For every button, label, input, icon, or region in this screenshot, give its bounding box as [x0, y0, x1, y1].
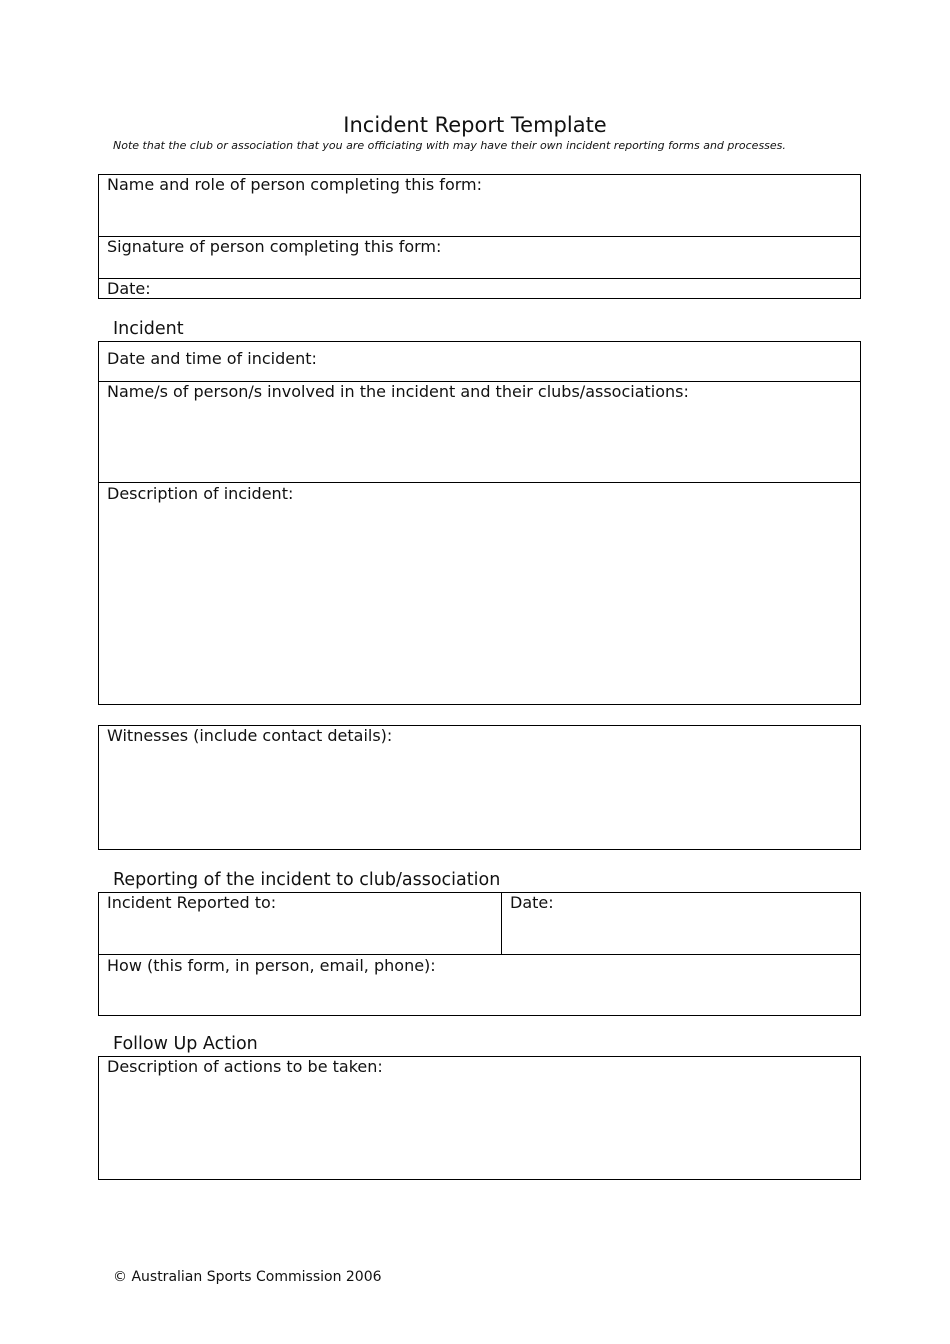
- incident-section: [98, 341, 861, 705]
- incident-description-row[interactable]: [99, 482, 860, 704]
- disclaimer-note: Note that the club or association that you are officiating with may have their own incident reporting forms and processes.: [113, 139, 786, 152]
- completer-section: [98, 174, 861, 299]
- incident-date-time-label: Date and time of incident:: [107, 349, 317, 368]
- page-title: Incident Report Template: [343, 113, 607, 137]
- follow-up-actions-label: Description of actions to be taken:: [107, 1057, 383, 1076]
- completer-date-label: Date:: [107, 279, 151, 298]
- name-role-row[interactable]: [99, 175, 860, 236]
- witnesses-label: Witnesses (include contact details):: [107, 726, 393, 745]
- copyright-footer: © Australian Sports Commission 2006: [113, 1269, 382, 1285]
- incident-description-label: Description of incident:: [107, 484, 294, 503]
- reporting-heading: Reporting of the incident to club/association: [113, 870, 501, 890]
- persons-involved-label: Name/s of person/s involved in the incident and their clubs/associations:: [107, 382, 689, 401]
- reported-to-label: Incident Reported to:: [107, 893, 277, 912]
- reporting-date-label: Date:: [510, 893, 554, 912]
- reporting-how-row[interactable]: [99, 954, 860, 1015]
- reported-to-cell[interactable]: [99, 893, 502, 954]
- name-role-label: Name and role of person completing this form:: [107, 175, 482, 194]
- incident-date-time-row[interactable]: [99, 342, 860, 381]
- signature-row[interactable]: [99, 236, 860, 278]
- persons-involved-row[interactable]: [99, 381, 860, 483]
- follow-up-section[interactable]: [98, 1056, 861, 1180]
- follow-up-heading: Follow Up Action: [113, 1034, 258, 1054]
- reporting-date-cell[interactable]: [501, 893, 860, 954]
- witnesses-section[interactable]: [98, 725, 861, 850]
- signature-label: Signature of person completing this form:: [107, 237, 442, 256]
- incident-heading: Incident: [113, 319, 184, 339]
- reporting-how-label: How (this form, in person, email, phone):: [107, 956, 436, 975]
- reporting-section: [98, 892, 861, 1016]
- completer-date-row[interactable]: [99, 278, 860, 298]
